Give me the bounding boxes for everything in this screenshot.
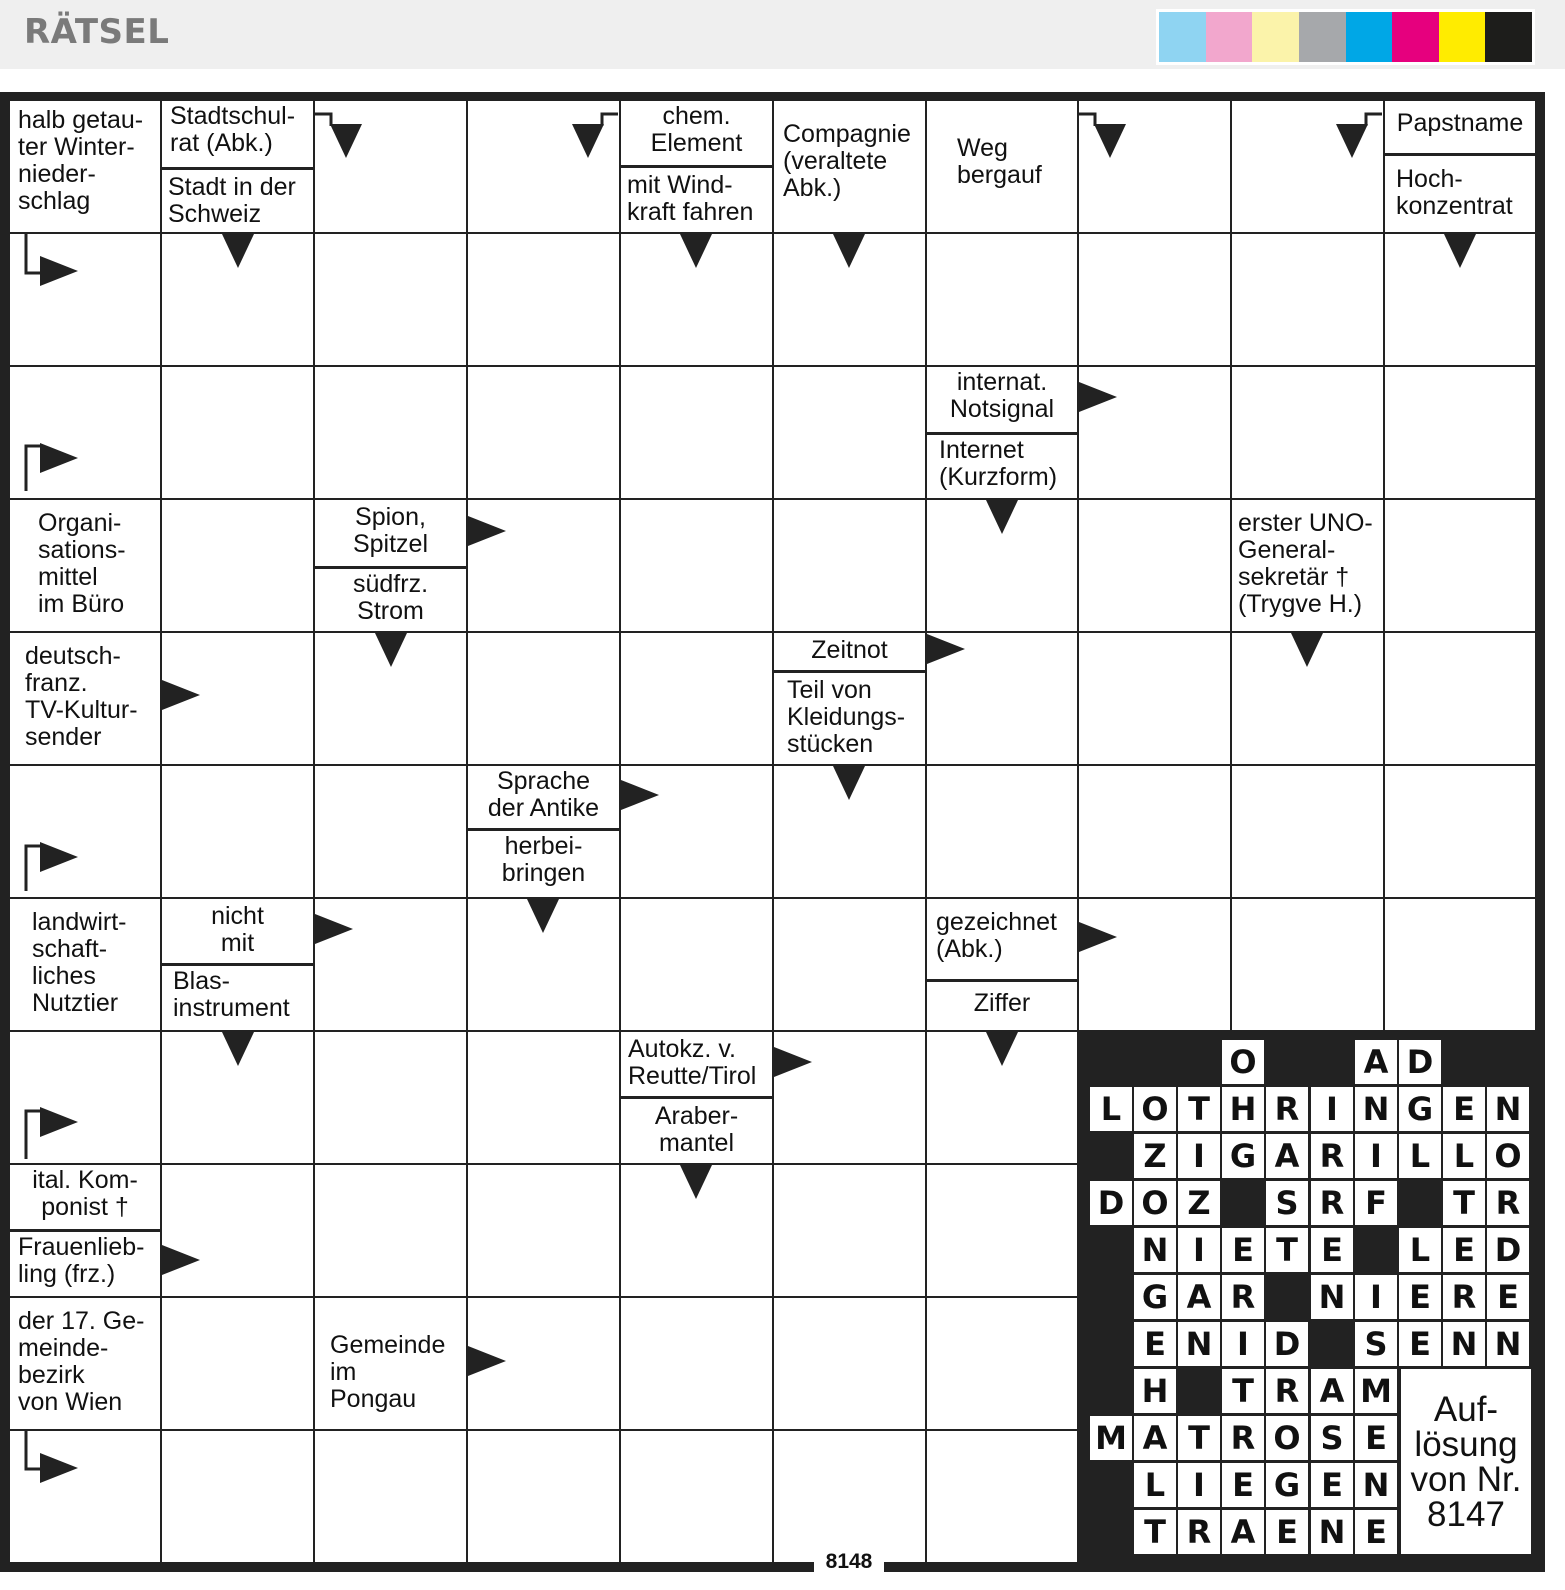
clue-text: Papstname bbox=[1396, 109, 1524, 137]
solution-letter: M bbox=[1355, 1369, 1397, 1413]
solution-letter: D bbox=[1266, 1322, 1308, 1366]
grid-cell[interactable] bbox=[1079, 633, 1230, 764]
clue-divider bbox=[774, 670, 925, 673]
solution-letter: R bbox=[1222, 1416, 1264, 1460]
arrow-connector-icon bbox=[24, 234, 46, 277]
solution-letter: E bbox=[1443, 1087, 1485, 1131]
grid-cell[interactable] bbox=[774, 899, 925, 1030]
right-arrow-icon bbox=[927, 634, 965, 664]
arrow-connector-icon bbox=[315, 112, 349, 130]
color-swatch bbox=[1392, 12, 1439, 62]
clue-text: der 17. Ge- meinde- bezirk von Wien bbox=[18, 1307, 145, 1416]
grid-cell[interactable] bbox=[1079, 899, 1230, 1030]
solution-letter: D bbox=[1399, 1040, 1441, 1084]
clue-text: Autokz. v. Reutte/Tirol bbox=[628, 1035, 757, 1090]
arrow-connector-icon bbox=[24, 844, 46, 895]
solution-letter: H bbox=[1134, 1369, 1176, 1413]
solution-letter: R bbox=[1443, 1275, 1485, 1319]
down-arrow-icon bbox=[986, 1032, 1018, 1066]
clue-text: Ziffer bbox=[973, 989, 1031, 1017]
arrow-connector-icon bbox=[24, 1431, 46, 1473]
grid-cell[interactable] bbox=[1232, 899, 1383, 1030]
header-bar bbox=[0, 0, 1565, 69]
clue-divider bbox=[315, 566, 466, 569]
solution-letter: E bbox=[1399, 1275, 1441, 1319]
solution-letter: I bbox=[1311, 1087, 1353, 1131]
solution-letter: I bbox=[1178, 1134, 1220, 1178]
solution-letter: N bbox=[1487, 1087, 1529, 1131]
solution-letter: I bbox=[1355, 1275, 1397, 1319]
solution-letter: R bbox=[1222, 1275, 1264, 1319]
solution-letter: L bbox=[1134, 1463, 1176, 1507]
solution-letter: S bbox=[1266, 1181, 1308, 1225]
arrow-connector-icon bbox=[24, 1109, 46, 1163]
solution-letter: I bbox=[1355, 1134, 1397, 1178]
solution-letter: E bbox=[1222, 1228, 1264, 1272]
clue-text: Organi- sations- mittel im Büro bbox=[38, 509, 126, 618]
clue-divider bbox=[10, 1229, 160, 1232]
grid-cell[interactable] bbox=[1079, 766, 1230, 897]
solution-letter: N bbox=[1311, 1275, 1353, 1319]
solution-letter: H bbox=[1222, 1087, 1264, 1131]
right-arrow-icon bbox=[1079, 922, 1117, 952]
solution-letter: M bbox=[1090, 1416, 1132, 1460]
arrow-connector-icon bbox=[1079, 112, 1113, 130]
solution-letter: T bbox=[1266, 1228, 1308, 1272]
grid-cell[interactable] bbox=[162, 367, 313, 498]
clue-text: Spion, Spitzel bbox=[352, 503, 429, 558]
clue-text: Stadt in der Schweiz bbox=[168, 173, 296, 228]
clue-divider bbox=[621, 1096, 772, 1099]
print-color-bar bbox=[1156, 9, 1535, 65]
solution-letter: N bbox=[1443, 1322, 1485, 1366]
grid-cell[interactable] bbox=[621, 1298, 772, 1429]
solution-letter: O bbox=[1134, 1181, 1176, 1225]
arrow-connector-icon bbox=[588, 112, 622, 130]
solution-letter: L bbox=[1443, 1134, 1485, 1178]
clue-text: Frauenlieb- ling (frz.) bbox=[18, 1233, 145, 1288]
right-arrow-icon bbox=[162, 1245, 200, 1275]
grid-cell[interactable] bbox=[1385, 899, 1535, 1030]
solution-letter: R bbox=[1311, 1134, 1353, 1178]
arrow-connector-icon bbox=[1352, 112, 1386, 130]
grid-cell[interactable] bbox=[468, 1032, 619, 1163]
down-arrow-icon bbox=[986, 500, 1018, 534]
solution-letter: R bbox=[1487, 1181, 1529, 1225]
grid-cell[interactable] bbox=[621, 1431, 772, 1562]
page-title: RÄTSEL bbox=[24, 12, 170, 52]
down-arrow-icon bbox=[833, 234, 865, 268]
grid-cell[interactable] bbox=[162, 1165, 313, 1296]
solution-letter: O bbox=[1134, 1087, 1176, 1131]
clue-divider bbox=[468, 828, 619, 831]
grid-cell[interactable] bbox=[1079, 500, 1230, 631]
grid-cell[interactable] bbox=[1385, 500, 1535, 631]
arrow-connector-icon bbox=[24, 444, 46, 495]
solution-letter: I bbox=[1178, 1463, 1220, 1507]
clue-text: landwirt- schaft- liches Nutztier bbox=[32, 908, 127, 1017]
down-arrow-icon bbox=[680, 1165, 712, 1199]
grid-cell[interactable] bbox=[774, 1298, 925, 1429]
grid-cell[interactable] bbox=[1385, 766, 1535, 897]
solution-letter: O bbox=[1222, 1040, 1264, 1084]
solution-letter: E bbox=[1355, 1510, 1397, 1554]
clue-divider bbox=[621, 165, 772, 168]
color-swatch bbox=[1299, 12, 1346, 62]
crossword-grid bbox=[0, 92, 1545, 1572]
solution-letter: E bbox=[1134, 1322, 1176, 1366]
solution-letter: I bbox=[1222, 1322, 1264, 1366]
solution-caption: Auf- lösung von Nr. 8147 bbox=[1401, 1369, 1531, 1554]
solution-letter: E bbox=[1487, 1275, 1529, 1319]
grid-cell[interactable] bbox=[468, 367, 619, 498]
down-arrow-icon bbox=[680, 234, 712, 268]
solution-letter: T bbox=[1443, 1181, 1485, 1225]
color-swatch bbox=[1206, 12, 1253, 62]
solution-letter: D bbox=[1090, 1181, 1132, 1225]
solution-letter: R bbox=[1311, 1181, 1353, 1225]
clue-divider bbox=[1385, 153, 1535, 156]
grid-cell[interactable] bbox=[315, 234, 466, 365]
down-arrow-icon bbox=[222, 1032, 254, 1066]
grid-cell[interactable] bbox=[621, 500, 772, 631]
solution-letter: E bbox=[1355, 1416, 1397, 1460]
down-arrow-icon bbox=[527, 899, 559, 933]
clue-text: Sprache der Antike bbox=[487, 767, 600, 822]
clue-text: Hoch- konzentrat bbox=[1396, 165, 1513, 220]
solution-letter: R bbox=[1266, 1369, 1308, 1413]
clue-text: Gemeinde im Pongau bbox=[330, 1331, 446, 1413]
color-swatch bbox=[1252, 12, 1299, 62]
grid-cell[interactable] bbox=[315, 1032, 466, 1163]
right-arrow-icon bbox=[468, 1346, 506, 1376]
solution-letter: G bbox=[1222, 1134, 1264, 1178]
solution-letter: F bbox=[1355, 1181, 1397, 1225]
solution-letter: N bbox=[1487, 1322, 1529, 1366]
grid-cell[interactable] bbox=[162, 500, 313, 631]
grid-cell[interactable] bbox=[621, 899, 772, 1030]
clue-text: internat. Notsignal bbox=[949, 368, 1055, 423]
clue-text: Teil von Kleidungs- stücken bbox=[787, 676, 906, 758]
grid-cell[interactable] bbox=[927, 766, 1077, 897]
clue-divider bbox=[927, 979, 1077, 982]
solution-letter: N bbox=[1178, 1322, 1220, 1366]
clue-divider bbox=[927, 432, 1077, 435]
solution-letter: T bbox=[1222, 1369, 1264, 1413]
grid-cell[interactable] bbox=[468, 234, 619, 365]
solution-letter: L bbox=[1399, 1228, 1441, 1272]
color-swatch bbox=[1439, 12, 1486, 62]
solution-letter: D bbox=[1487, 1228, 1529, 1272]
solution-letter: L bbox=[1090, 1087, 1132, 1131]
solution-letter: E bbox=[1311, 1463, 1353, 1507]
grid-cell[interactable] bbox=[1232, 234, 1383, 365]
grid-cell[interactable] bbox=[468, 633, 619, 764]
right-arrow-icon bbox=[315, 914, 353, 944]
color-swatch bbox=[1159, 12, 1206, 62]
solution-letter: E bbox=[1266, 1510, 1308, 1554]
solution-letter: R bbox=[1178, 1510, 1220, 1554]
grid-cell[interactable] bbox=[621, 367, 772, 498]
solution-letter: S bbox=[1311, 1416, 1353, 1460]
right-arrow-icon bbox=[1079, 382, 1117, 412]
right-arrow-icon bbox=[774, 1047, 812, 1077]
solution-letter: S bbox=[1355, 1322, 1397, 1366]
grid-cell[interactable] bbox=[774, 367, 925, 498]
clue-text: Stadtschul- rat (Abk.) bbox=[170, 102, 296, 157]
solution-letter: A bbox=[1355, 1040, 1397, 1084]
grid-cell[interactable] bbox=[315, 1165, 466, 1296]
solution-letter: G bbox=[1134, 1275, 1176, 1319]
solution-letter: A bbox=[1222, 1510, 1264, 1554]
clue-text: Blas- instrument bbox=[173, 967, 290, 1022]
solution-letter: N bbox=[1311, 1510, 1353, 1554]
solution-letter: G bbox=[1266, 1463, 1308, 1507]
clue-text: südfrz. Strom bbox=[352, 570, 429, 625]
clue-divider bbox=[162, 963, 313, 966]
down-arrow-icon bbox=[375, 633, 407, 667]
solution-letter: R bbox=[1266, 1087, 1308, 1131]
clue-text: Weg bergauf bbox=[957, 134, 1042, 189]
grid-cell[interactable] bbox=[774, 1165, 925, 1296]
clue-text: Araber- mantel bbox=[654, 1102, 739, 1157]
solution-letter: N bbox=[1355, 1087, 1397, 1131]
color-swatch bbox=[1346, 12, 1393, 62]
solution-letter: E bbox=[1399, 1322, 1441, 1366]
clue-text: Compagnie (veraltete Abk.) bbox=[783, 120, 911, 202]
solution-letter: T bbox=[1178, 1087, 1220, 1131]
down-arrow-icon bbox=[1291, 633, 1323, 667]
solution-letter: E bbox=[1311, 1228, 1353, 1272]
grid-cell[interactable] bbox=[468, 1431, 619, 1562]
right-arrow-icon bbox=[621, 780, 659, 810]
down-arrow-icon bbox=[833, 766, 865, 800]
right-arrow-icon bbox=[162, 680, 200, 710]
solution-letter: N bbox=[1355, 1463, 1397, 1507]
clue-text: Internet (Kurzform) bbox=[939, 436, 1058, 491]
solution-letter: N bbox=[1134, 1228, 1176, 1272]
grid-cell[interactable] bbox=[315, 1431, 466, 1562]
solution-letter: A bbox=[1311, 1369, 1353, 1413]
clue-text: ital. Kom- ponist † bbox=[32, 1166, 138, 1221]
grid-cell[interactable] bbox=[1232, 766, 1383, 897]
clue-text: chem. Element bbox=[650, 102, 743, 157]
solution-letter: A bbox=[1134, 1416, 1176, 1460]
clue-text: erster UNO- General- sekretär † (Trygve H.) bbox=[1238, 509, 1373, 618]
solution-letter: A bbox=[1178, 1275, 1220, 1319]
solution-letter: E bbox=[1222, 1463, 1264, 1507]
grid-cell[interactable] bbox=[1079, 234, 1230, 365]
solution-letter: G bbox=[1399, 1087, 1441, 1131]
clue-text: deutsch- franz. TV-Kultur- sender bbox=[25, 642, 138, 751]
solution-letter: E bbox=[1443, 1228, 1485, 1272]
grid-cell[interactable] bbox=[927, 1298, 1077, 1429]
grid-cell[interactable] bbox=[162, 1298, 313, 1429]
grid-cell[interactable] bbox=[621, 633, 772, 764]
solution-letter: Z bbox=[1178, 1181, 1220, 1225]
issue-number: 8148 bbox=[814, 1548, 884, 1590]
solution-letter: O bbox=[1266, 1416, 1308, 1460]
clue-text: herbei- bringen bbox=[501, 832, 586, 887]
solution-letter: Z bbox=[1134, 1134, 1176, 1178]
grid-cell[interactable] bbox=[315, 766, 466, 897]
down-arrow-icon bbox=[222, 234, 254, 268]
clue-text: halb getau- ter Winter- nieder- schlag bbox=[18, 106, 144, 215]
grid-cell[interactable] bbox=[162, 1431, 313, 1562]
grid-cell[interactable] bbox=[315, 367, 466, 498]
clue-text: nicht mit bbox=[211, 902, 264, 957]
clue-text: gezeichnet (Abk.) bbox=[936, 908, 1057, 963]
right-arrow-icon bbox=[468, 516, 506, 546]
grid-cell[interactable] bbox=[927, 1431, 1077, 1562]
grid-cell[interactable] bbox=[774, 1431, 925, 1562]
grid-cell[interactable] bbox=[1385, 367, 1535, 498]
grid-cell[interactable] bbox=[927, 234, 1077, 365]
solution-letter: T bbox=[1134, 1510, 1176, 1554]
solution-letter: T bbox=[1178, 1416, 1220, 1460]
clue-divider bbox=[162, 167, 313, 170]
grid-cell[interactable] bbox=[468, 1165, 619, 1296]
down-arrow-icon bbox=[1444, 234, 1476, 268]
grid-cell[interactable] bbox=[1385, 633, 1535, 764]
clue-text: mit Wind- kraft fahren bbox=[627, 171, 754, 226]
grid-cell[interactable] bbox=[1232, 367, 1383, 498]
grid-cell[interactable] bbox=[927, 1165, 1077, 1296]
clue-text: Zeitnot bbox=[811, 636, 888, 664]
color-swatch bbox=[1485, 12, 1532, 62]
grid-cell[interactable] bbox=[162, 766, 313, 897]
solution-letter: L bbox=[1399, 1134, 1441, 1178]
grid-cell[interactable] bbox=[774, 500, 925, 631]
solution-letter: I bbox=[1178, 1228, 1220, 1272]
solution-letter: O bbox=[1487, 1134, 1529, 1178]
solution-letter: A bbox=[1266, 1134, 1308, 1178]
